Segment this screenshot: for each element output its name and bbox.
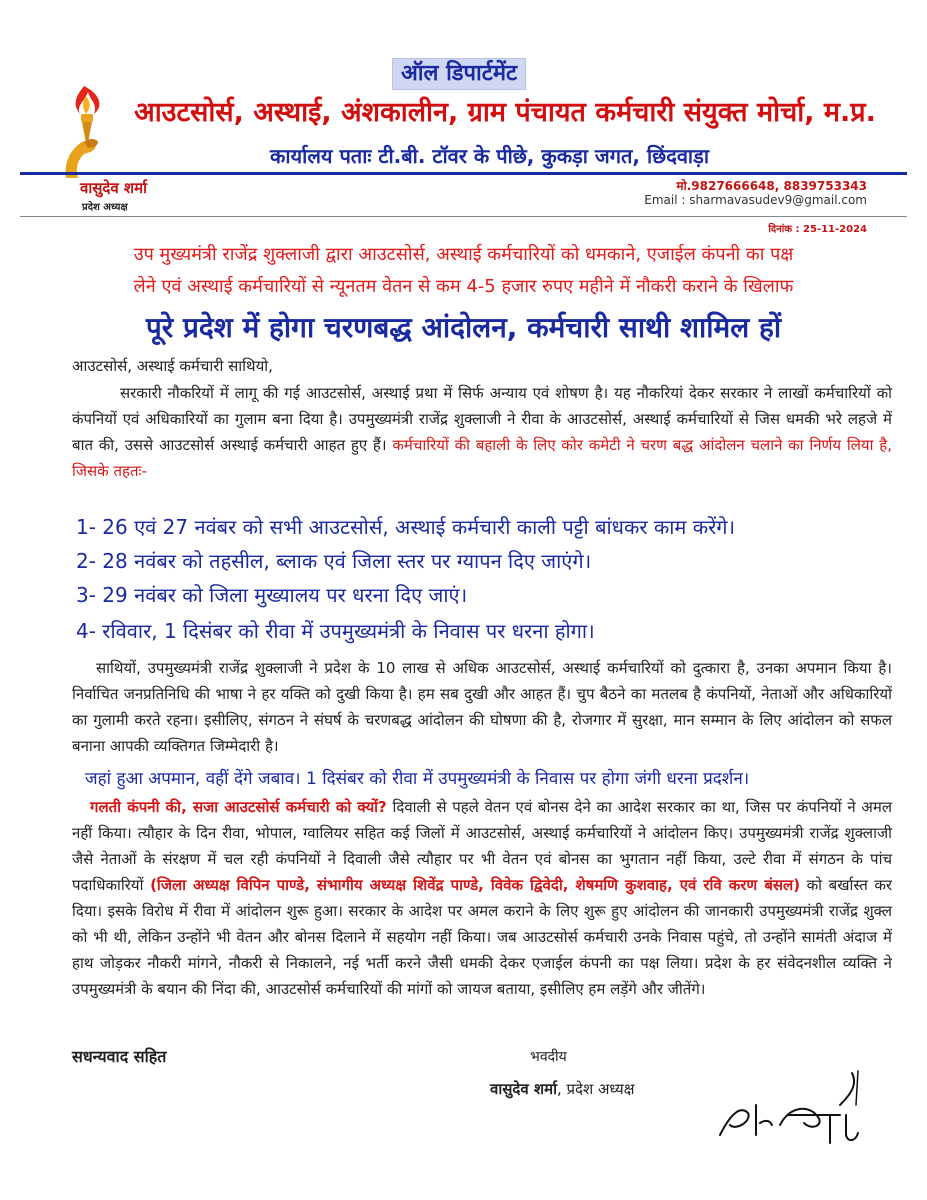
greeting: आउटसोर्स, अस्थाई कर्मचारी साथियो, bbox=[72, 357, 273, 375]
email-address: Email : sharmavasudev9@gmail.com bbox=[644, 193, 867, 207]
office-address: कार्यालय पताः टी.बी. टॉवर के पीछे, कुकड़ा जगत, छिंदवाड़ा bbox=[270, 144, 709, 168]
phone-numbers: मो.9827666648, 8839753343 bbox=[676, 179, 867, 193]
leader-name: वासुदेव शर्मा bbox=[80, 179, 147, 197]
closing-text: सधन्यवाद सहित bbox=[72, 1047, 167, 1066]
subheading-line-2: लेने एवं अस्थाई कर्मचारियों से न्यूनतम वेतन से कम 4-5 हजार रुपए महीने में नौकरी कराने के खिलाफ bbox=[133, 276, 794, 297]
signatory-name: वासुदेव शर्मा bbox=[490, 1080, 557, 1098]
appeal-paragraph: साथियों, उपमुख्यमंत्री राजेंद्र शुक्लाजी ने प्रदेश के 10 लाख से अधिक आउटसोर्स, अस्थाई कर्मचारियों को दुत्कारा है, उनका अपमान किया है। निर्वाचित जनप्रतिनिधि की भाषा ने हर यक्ति को दुखी किया है। हम सब दुखी और आहत हैं। चुप बैठने का मतलब है कंपनियों, नेताओं और अधिकारियों का गुलामी करते रहना। इसीलिए, संगठन ने संघर्ष के चरणबद्ध आंदोलन की घोषणा की है, रोजगार में सुरक्षा, मान सम्मान के लिए आंदोलन को सफल बनाना आपकी व्यक्तिगत जिम्मेदारी है। bbox=[72, 659, 892, 755]
signature-label: भवदीय bbox=[530, 1049, 567, 1065]
grievance-text-b: को बर्खास्त कर दिया। इसके विरोध में रीवा में आंदोलन शुरू हुआ। सरकार के आदेश पर अमल कराने के लिए शुरू हुए आंदोलन की जानकारी उपमुख्यमंत्री राजेंद्र शुक्ल को भी थी, लेकिन उन्होंने भी वेतन और बोनस दिलाने में सहयोग नहीं किया। जब आउटसोर्स कर्मचारी उनके निवास पहुंचे, तो उन्होंने सामंती अंदाज में हाथ जोड़कर नौकरी मांगने, नौकरी से निकालने, नई भर्ती करने जैसी धमकी देकर एजाईल कंपनी का पक्ष लिया। प्रदेश के हर संवेदनशील व्यक्ति ने उपमुख्यमंत्री के बयान की निंदा की, आउटसोर्स कर्मचारियों की मांगों को जायज बताया, इसीलिए हम लड़ेंगे और जीतेंगे। bbox=[72, 876, 892, 998]
contact-divider bbox=[20, 216, 907, 217]
grievance-paragraph bbox=[72, 794, 892, 1002]
grievance-question: गलती कंपनी की, सजा आउटसोर्स कर्मचारी को क्यों? bbox=[90, 798, 387, 816]
main-banner: पूरे प्रदेश में होगा चरणबद्ध आंदोलन, कर्मचारी साथी शामिल हों bbox=[145, 311, 782, 344]
action-point-3: 3- 29 नवंबर को जिला मुख्यालय पर धरना दिए जाएं। bbox=[76, 583, 468, 607]
handwritten-signature bbox=[700, 1065, 880, 1155]
signatory bbox=[490, 1079, 635, 1099]
action-point-4: 4- रविवार, 1 दिसंबर को रीवा में उपमुख्यमंत्री के निवास पर धरना होगा। bbox=[76, 619, 595, 643]
leader-post: प्रदेश अध्यक्ष bbox=[82, 202, 128, 213]
slogan-line: जहां हुआ अपमान, वहीं देंगे जबाव। 1 दिसंबर को रीवा में उपमुख्यमंत्री के निवास पर होगा जंगी धरना प्रदर्शन। bbox=[85, 769, 750, 789]
department-label: ऑल डिपार्टमेंट bbox=[392, 58, 526, 90]
subheading-line-1: उप मुख्यमंत्री राजेंद्र शुक्लाजी द्वारा आउटसोर्स, अस्थाई कर्मचारियों को धमकाने, एजाईल कंपनी का पक्ष bbox=[133, 244, 794, 265]
torch-logo-icon bbox=[54, 78, 124, 178]
action-point-1: 1- 26 एवं 27 नवंबर को सभी आउटसोर्स, अस्थाई कर्मचारी काली पट्टी बांधकर काम करेंगे। bbox=[76, 515, 736, 539]
grievance-text-a: दिवाली से पहले वेतन एवं बोनस देने का आदेश सरकार का था, जिस पर कंपनियों ने अमल नहीं किया। त्यौहार के दिन रीवा, भोपाल, ग्वालियर सहित कई जिलों में आउटसोर्स, अस्थाई कर्मचारियों ने आंदोलन किए। उपमुख्यमंत्री राजेंद्र शुक्लाजी जैसे नेताओं के संरक्षण में चल रही कंपनियों ने दिवाली जैसे त्यौहार पर भी वेतन एवं बोनस का भुगतान नहीं किया, उल्टे रीवा में संगठन के पांच पदाधिकारियों bbox=[72, 798, 893, 894]
header-divider bbox=[20, 172, 907, 175]
organization-title: आउटसोर्स, अस्थाई, अंशकालीन, ग्राम पंचायत कर्मचारी संयुक्त मोर्चा, म.प्र. bbox=[134, 97, 876, 128]
dismissed-officials: (जिला अध्यक्ष विपिन पाण्डे, संभागीय अध्यक्ष शिवेंद्र पाण्डे, विवेक द्विवेदी, शेषमणि कुशवाह, एवं रवि करण बंसल) bbox=[150, 876, 801, 894]
intro-paragraph bbox=[72, 380, 892, 484]
intro-decision-text: कर्मचारियों की बहाली के लिए कोर कमेटी ने चरण बद्ध आंदोलन चलाने का निर्णय लिया है, जिसके तहतः- bbox=[72, 436, 892, 480]
letter-date: दिनांक : 25-11-2024 bbox=[768, 224, 867, 235]
action-point-2: 2- 28 नवंबर को तहसील, ब्लाक एवं जिला स्तर पर ग्यापन दिए जाएंगे। bbox=[76, 549, 592, 573]
signatory-post: , प्रदेश अध्यक्ष bbox=[556, 1080, 635, 1098]
intro-text: सरकारी नौकरियों में लागू की गई आउटसोर्स, अस्थाई प्रथा में सिर्फ अन्याय एवं शोषण है। यह नौकरियां देकर सरकार ने लाखों कर्मचारियों को कंपनियों एवं अधिकारियों का गुलाम बना दिया है। उपमुख्यमंत्री राजेंद्र शुक्लाजी ने रीवा के आउटसोर्स, अस्थाई कर्मचारियों से जिस धमकी भरे लहजे में बात की, उससे आउटसोर्स अस्थाई कर्मचारी आहत हुए हैं। bbox=[72, 384, 892, 454]
